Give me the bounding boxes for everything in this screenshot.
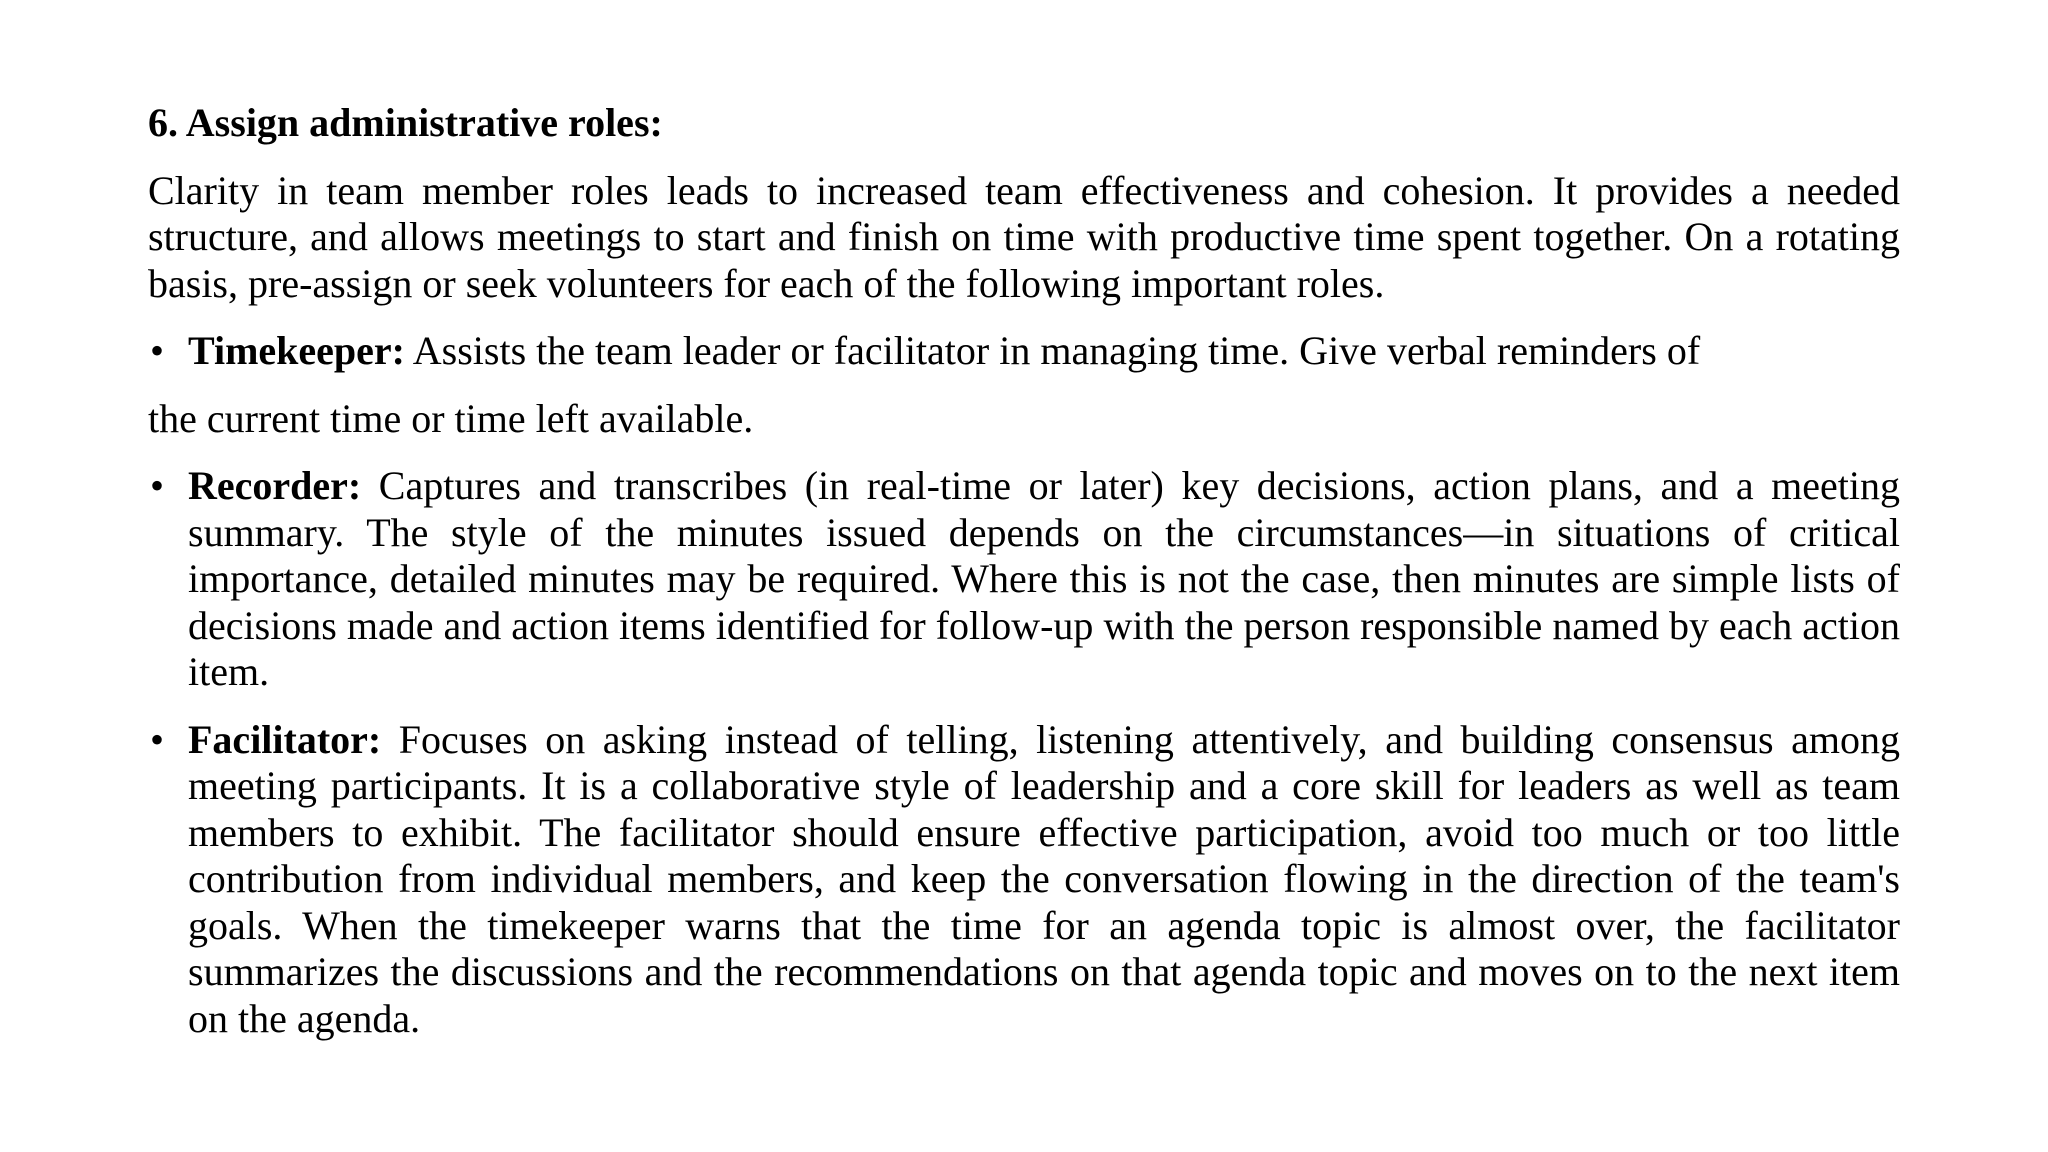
timekeeper-description: Assists the team leader or facilitator in managing time. Give verbal reminders of (404, 328, 1701, 373)
timekeeper-continuation: the current time or time left available. (148, 395, 754, 441)
bullet-dot-icon: • (150, 716, 165, 762)
bullet-recorder (148, 463, 1900, 696)
section-heading: 6. Assign administrative roles: (148, 100, 663, 145)
bullet-dot-icon: • (150, 328, 165, 373)
facilitator-description: Focuses on asking instead of telling, listening attentively, and building consensus among meeting participants. It is a collaborative style of leadership and a core skill for leaders as well as team members to exhibit. The facilitator should ensure effective participation, avoid too much or too little contribution from individual members, and keep the conversation flowing in the direction of the team's goals. When the timekeeper warns that the time for an agenda topic is almost over, the facilitator summarizes the discussions and the recommendations on that agenda topic and moves on to the next item on the agenda. (188, 716, 1900, 1041)
term-timekeeper: Timekeeper: (188, 328, 405, 373)
bullet-facilitator (148, 717, 1900, 1043)
term-recorder: Recorder: (188, 463, 362, 508)
bullet-timekeeper (148, 328, 1900, 375)
intro-paragraph: Clarity in team member roles leads to increased team effectiveness and cohesion. It provides a needed structure, and allows meetings to start and finish on time with productive time spent together. On a rotating basis, pre-assign or seek volunteers for each of the following important roles. (148, 167, 1900, 306)
slide-content (148, 100, 1900, 1063)
term-facilitator: Facilitator: (188, 716, 382, 762)
bullet-dot-icon: • (150, 463, 165, 508)
recorder-description: Captures and transcribes (in real-time or later) key decisions, action plans, and a meeting summary. The style of the minutes issued depends on the circumstances—in situations of critical importance, detailed minutes may be required. Where this is not the case, then minutes are simple lists of decisions made and action items identified for follow-up with the person responsible named by each action item. (188, 463, 1900, 694)
